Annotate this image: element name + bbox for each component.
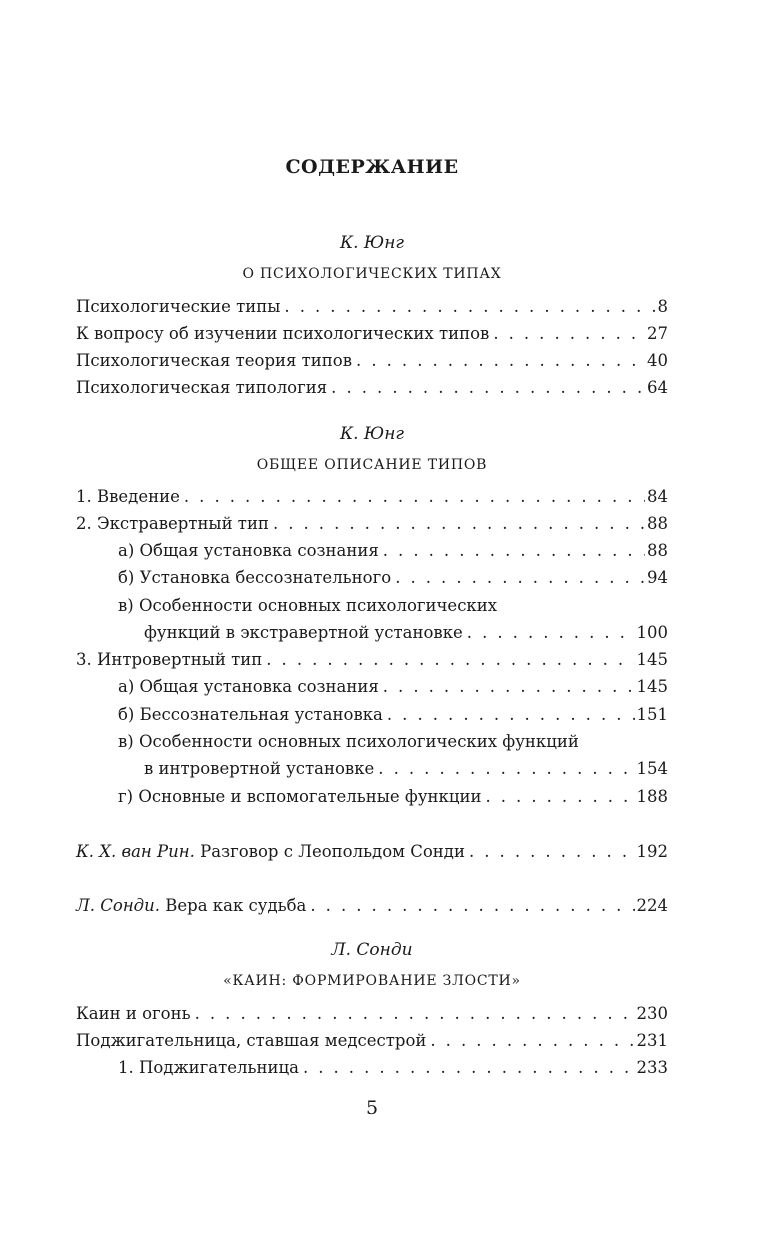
- toc-entry-page: 230: [635, 1001, 669, 1027]
- toc-entry-label-line1[interactable]: в) Особенности основных психологических функций: [118, 732, 579, 751]
- toc-entry-label: Поджигательница, ставшая медсестрой: [76, 1028, 430, 1054]
- section-title: О ПСИХОЛОГИЧЕСКИХ ТИПАХ: [242, 266, 502, 282]
- toc-entry[interactable]: [76, 565, 668, 591]
- toc-entry-page: 84: [645, 484, 668, 510]
- toc-entry[interactable]: [76, 784, 668, 810]
- leader-dots: [387, 702, 635, 728]
- toc-entry-label: Психологическая типология: [76, 375, 331, 401]
- entry-author: Л. Сонди.: [76, 896, 161, 915]
- toc-entry-page: 224: [635, 893, 669, 919]
- section-title: «КАИН: ФОРМИРОВАНИЕ ЗЛОСТИ»: [223, 973, 521, 989]
- toc-entry-page: 100: [635, 620, 669, 646]
- toc-entry-page: 233: [635, 1055, 669, 1081]
- toc-entry-label: Психологическая теория типов: [76, 348, 356, 374]
- section-title: ОБЩЕЕ ОПИСАНИЕ ТИПОВ: [256, 457, 488, 473]
- toc-entry[interactable]: [76, 484, 668, 510]
- leader-dots: [266, 647, 634, 673]
- toc-entry-page: 64: [645, 375, 668, 401]
- leader-dots: [331, 375, 645, 401]
- page-number: 5: [365, 1097, 379, 1119]
- toc-entry[interactable]: [76, 647, 668, 673]
- toc-entry-label: б) Установка бессознательного: [118, 565, 395, 591]
- toc-entry-page: 8: [656, 294, 669, 320]
- toc-entry-label: 1. Введение: [76, 484, 184, 510]
- toc-entry-label: функций в экстравертной установке: [144, 620, 467, 646]
- toc-entry-page: 40: [645, 348, 668, 374]
- toc-entry-page: 145: [635, 647, 669, 673]
- toc-entry-page: 154: [635, 756, 669, 782]
- toc-entry[interactable]: [76, 756, 668, 782]
- toc-entry[interactable]: [76, 1028, 668, 1054]
- entry-title: Разговор с Леопольдом Сонди: [200, 842, 465, 861]
- leader-dots: [195, 1001, 635, 1027]
- toc-entry-label: 1. Поджигательница: [118, 1055, 303, 1081]
- toc-entry-label: Психологические типы: [76, 294, 284, 320]
- toc-entry-page: 192: [635, 839, 669, 865]
- toc-entry-label: г) Основные и вспомогательные функции: [118, 784, 485, 810]
- leader-dots: [395, 565, 645, 591]
- section-author: Л. Сонди: [331, 940, 413, 960]
- toc-entry-label: [76, 839, 469, 865]
- toc-entry-page: 151: [635, 702, 669, 728]
- section-author: К. Юнг: [339, 233, 405, 253]
- toc-entry[interactable]: [76, 702, 668, 728]
- leader-dots: [303, 1055, 635, 1081]
- entry-author: К. Х. ван Рин.: [76, 842, 195, 861]
- toc-entry[interactable]: [76, 348, 668, 374]
- toc-entry-page: 145: [635, 674, 669, 700]
- leader-dots: [310, 893, 634, 919]
- toc-entry-page: 88: [645, 538, 668, 564]
- leader-dots: [383, 538, 645, 564]
- toc-entry[interactable]: [76, 893, 668, 919]
- toc-entry-page: 231: [635, 1028, 669, 1054]
- toc-entry-label: а) Общая установка сознания: [118, 674, 383, 700]
- leader-dots: [378, 756, 634, 782]
- toc-entry-label-line1[interactable]: в) Особенности основных психологических: [118, 596, 498, 615]
- toc-entry[interactable]: [76, 321, 668, 347]
- toc-entry-label: а) Общая установка сознания: [118, 538, 383, 564]
- leader-dots: [383, 674, 635, 700]
- toc-entry[interactable]: [76, 839, 668, 865]
- toc-entry[interactable]: [76, 674, 668, 700]
- toc-entry[interactable]: [76, 538, 668, 564]
- leader-dots: [284, 294, 655, 320]
- entry-title: Вера как судьба: [165, 896, 307, 915]
- toc-entry[interactable]: [76, 294, 668, 320]
- toc-entry[interactable]: [76, 375, 668, 401]
- section-author: К. Юнг: [339, 424, 405, 444]
- toc-entry-page: 88: [645, 511, 668, 537]
- leader-dots: [356, 348, 645, 374]
- leader-dots: [273, 511, 645, 537]
- toc-entry-page: 27: [645, 321, 668, 347]
- leader-dots: [493, 321, 645, 347]
- toc-entry[interactable]: [76, 1055, 668, 1081]
- toc-entry-page: 188: [635, 784, 669, 810]
- page-title: СОДЕРЖАНИЕ: [285, 156, 459, 178]
- toc-entry-label: Каин и огонь: [76, 1001, 195, 1027]
- leader-dots: [467, 620, 635, 646]
- toc-entry-label: 2. Экстравертный тип: [76, 511, 273, 537]
- leader-dots: [430, 1028, 634, 1054]
- toc-entry-label: в интровертной установке: [144, 756, 378, 782]
- toc-entry[interactable]: [76, 1001, 668, 1027]
- toc-entry[interactable]: [76, 620, 668, 646]
- toc-entry-label: К вопросу об изучении психологических типов: [76, 321, 493, 347]
- leader-dots: [485, 784, 634, 810]
- toc-entry[interactable]: [76, 511, 668, 537]
- toc-entry-label: б) Бессознательная установка: [118, 702, 387, 728]
- toc-entry-label: 3. Интровертный тип: [76, 647, 266, 673]
- leader-dots: [184, 484, 645, 510]
- leader-dots: [469, 839, 635, 865]
- toc-entry-page: 94: [645, 565, 668, 591]
- toc-entry-label: [76, 893, 310, 919]
